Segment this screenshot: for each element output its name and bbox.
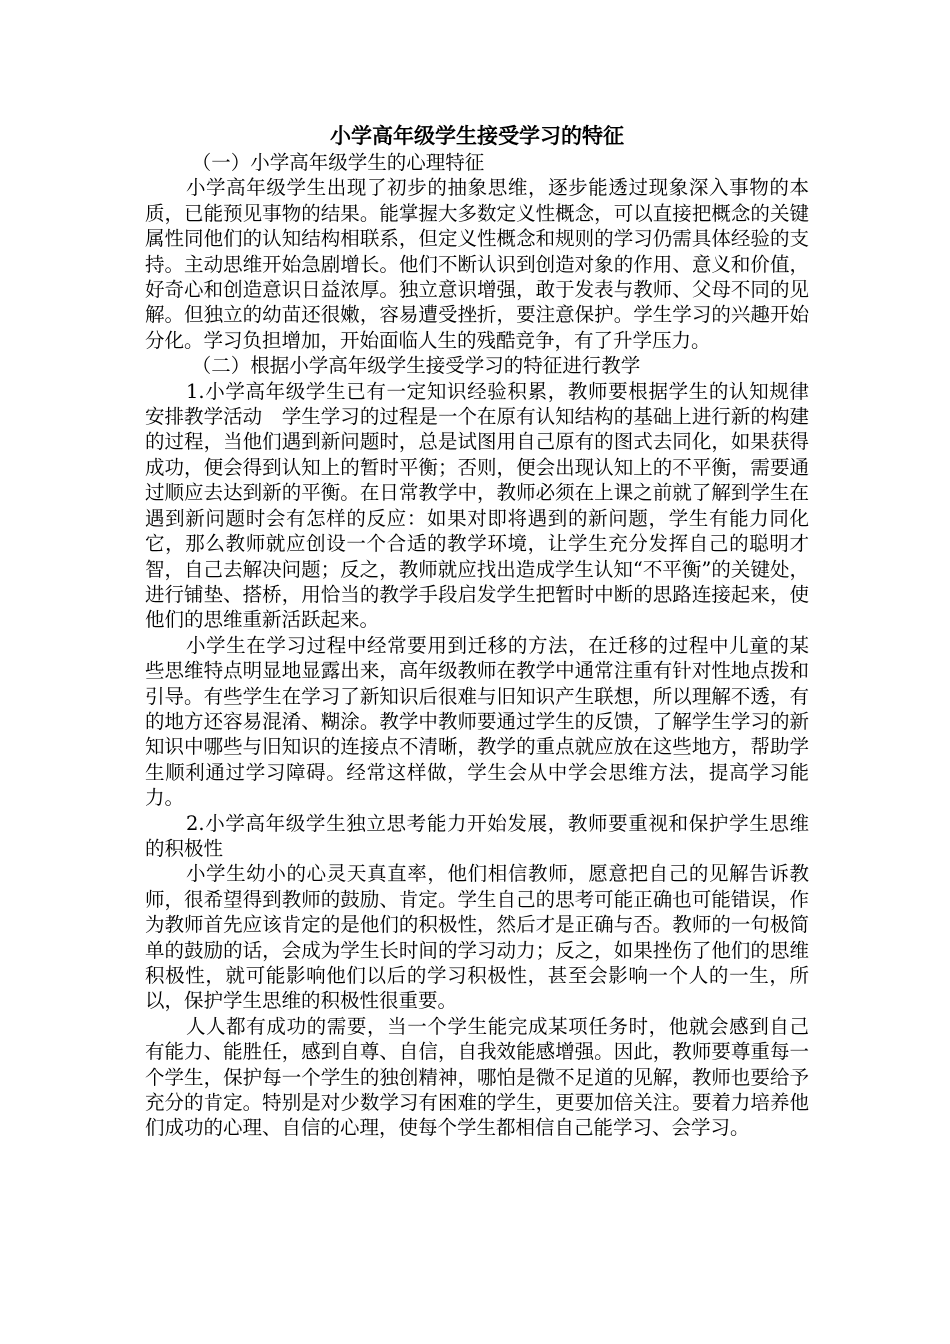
paragraph-transfer: 小学生在学习过程中经常要用到迁移的方法，在迁移的过程中儿童的某些思维特点明显地显露出来，高年级教师在教学中通常注重有针对性地点拨和引导。有些学生在学习了新知识后很难与旧知识产生联想，所以理解不透，有的地方还容易混淆、糊涂。教学中教师要通过学生的反馈，了解学生学习的新知识中哪些与旧知识的连接点不清晰，教学的重点就应放在这些地方，帮助学生顺利通过学习障碍。经常这样做，学生会从中学会思维方法，提高学习能力。	[145, 633, 809, 810]
paragraph-cognitive-rules: 1.小学高年级学生已有一定知识经验积累，教师要根据学生的认知规律安排教学活动 学生学习的过程是一个在原有认知结构的基础上进行新的构建的过程，当他们遇到新问题时，总是试图用自己原有的图式去同化，如果获得成功，便会得到认知上的暂时平衡；否则，便会出现认知上的不平衡，需要通过顺应去达到新的平衡。在日常教学中，教师必须在上课之前就了解到学生在遇到新问题时会有怎样的反应：如果对即将遇到的新问题，学生有能力同化它，那么教师就应创设一个合适的教学环境，让学生充分发挥自己的聪明才智，自己去解决问题；反之，教师就应找出造成学生认知“不平衡”的关键处，进行铺垫、搭桥，用恰当的教学手段启发学生把暂时中断的思路连接起来，使他们的思维重新活跃起来。	[145, 379, 809, 632]
document-page	[145, 118, 809, 1141]
paragraph-encouragement: 小学生幼小的心灵天真直率，他们相信教师，愿意把自己的见解告诉教师，很希望得到教师的鼓励、肯定。学生自己的思考可能正确也可能错误，作为教师首先应该肯定的是他们的积极性，然后才是正确与否。教师的一句极简单的鼓励的话，会成为学生长时间的学习动力；反之，如果挫伤了他们的思维积极性，就可能影响他们以后的学习积极性，甚至会影响一个人的一生，所以，保护学生思维的积极性很重要。	[145, 862, 809, 1013]
paragraph-psych-traits: 小学高年级学生出现了初步的抽象思维，逐步能透过现象深入事物的本质，已能预见事物的结果。能掌握大多数定义性概念，可以直接把概念的关键属性同他们的认知结构相联系，但定义性概念和规则的学习仍需具体经验的支持。主动思维开始急剧增长。他们不断认识到创造对象的作用、意义和价值，好奇心和创造意识日益浓厚。独立意识增强，敢于发表与教师、父母不同的见解。但独立的幼苗还很嫩，容易遭受挫折，要注意保护。学生学习的兴趣开始分化。学习负担增加，开始面临人生的残酷竞争，有了升学压力。	[145, 176, 809, 352]
section-heading-1: （一）小学高年级学生的心理特征	[191, 151, 485, 174]
section-heading-2: （二）根据小学高年级学生接受学习的特征进行教学	[191, 354, 641, 378]
document-title: 小学高年级学生接受学习的特征	[330, 124, 624, 148]
paragraph-success-need: 人人都有成功的需要，当一个学生能完成某项任务时，他就会感到自己有能力、能胜任，感到自尊、自信，自我效能感增强。因此，教师要尊重每一个学生，保护每一个学生的独创精神，哪怕是微不足道的见解，教师也要给予充分的肯定。特别是对少数学习有困难的学生，更要加倍关注。要着力培养他们成功的心理、自信的心理，使每个学生都相信自己能学习、会学习。	[145, 1014, 809, 1140]
paragraph-independent-thinking-heading: 2.小学高年级学生独立思考能力开始发展，教师要重视和保护学生思维的积极性	[145, 811, 809, 860]
